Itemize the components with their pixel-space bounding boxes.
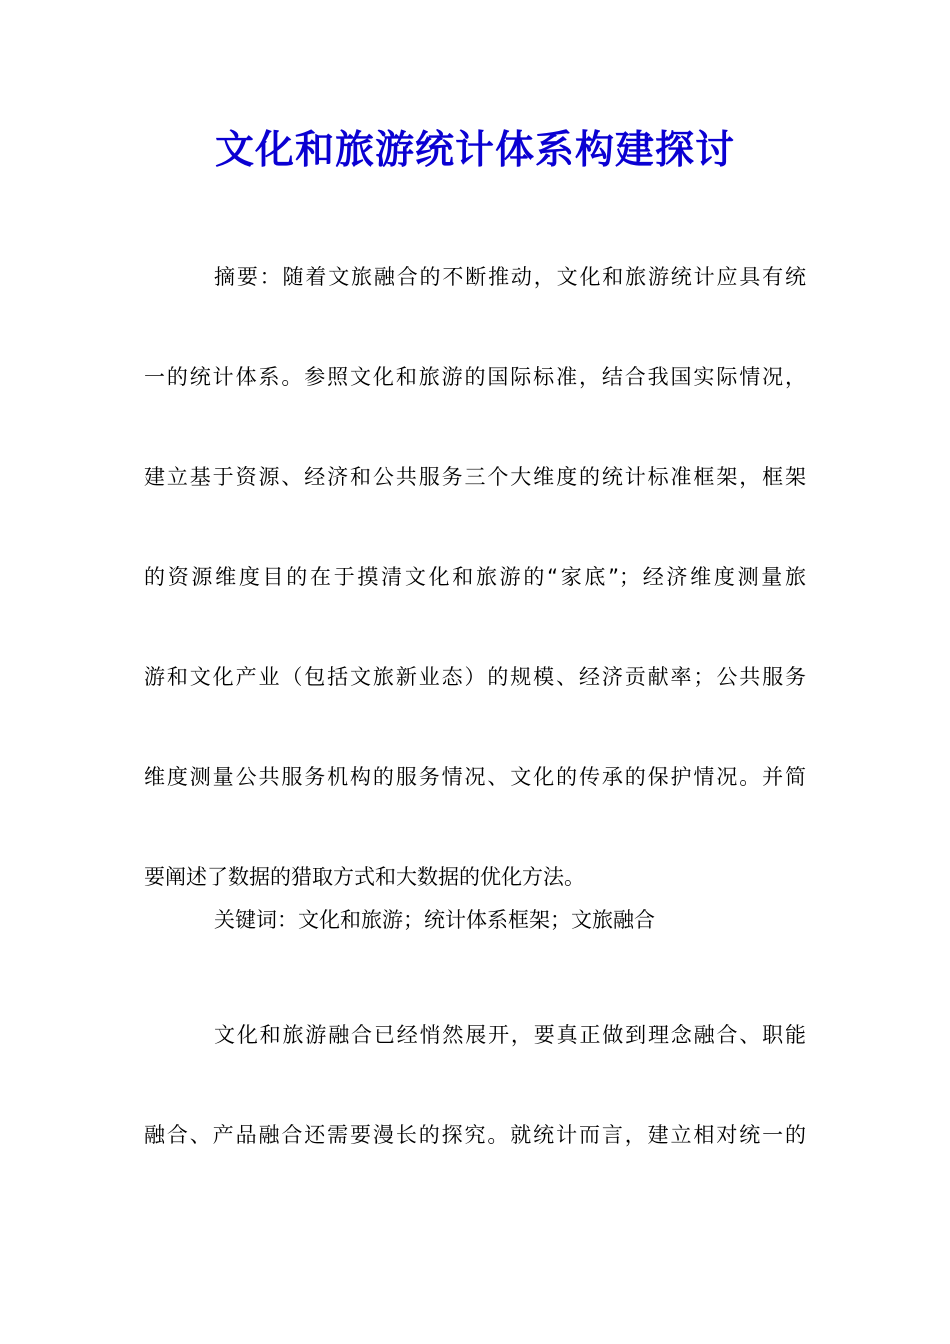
document-title: 文化和旅游统计体系构建探讨 (214, 127, 735, 173)
abstract-line: 一的统计体系。参照文化和旅游的国际标准，结合我国实际情况， (144, 365, 806, 389)
keywords-paragraph (144, 902, 806, 938)
abstract-line: 的资源维度目的在于摸清文化和旅游的“家底”；经济维度测量旅 (144, 565, 806, 589)
abstract-line: 游和文化产业（包括文旅新业态）的规模、经济贡献率；公共服务 (144, 665, 806, 689)
abstract-line: 要阐述了数据的猎取方式和大数据的优化方法。 (144, 865, 585, 889)
abstract-line: 维度测量公共服务机构的服务情况、文化的传承的保护情况。并简 (144, 765, 806, 789)
body-line: 融合、产品融合还需要漫长的探究。就统计而言，建立相对统一的 (144, 1123, 806, 1147)
body-line: 文化和旅游融合已经悄然展开，要真正做到理念融合、职能 (214, 1023, 806, 1047)
abstract-paragraph (144, 227, 806, 927)
body-paragraph (144, 985, 806, 1185)
keywords-line: 关键词：文化和旅游；统计体系框架；文旅融合 (214, 908, 655, 932)
abstract-line: 摘要：随着文旅融合的不断推动，文化和旅游统计应具有统 (214, 265, 806, 289)
abstract-line: 建立基于资源、经济和公共服务三个大维度的统计标准框架，框架 (144, 465, 806, 489)
